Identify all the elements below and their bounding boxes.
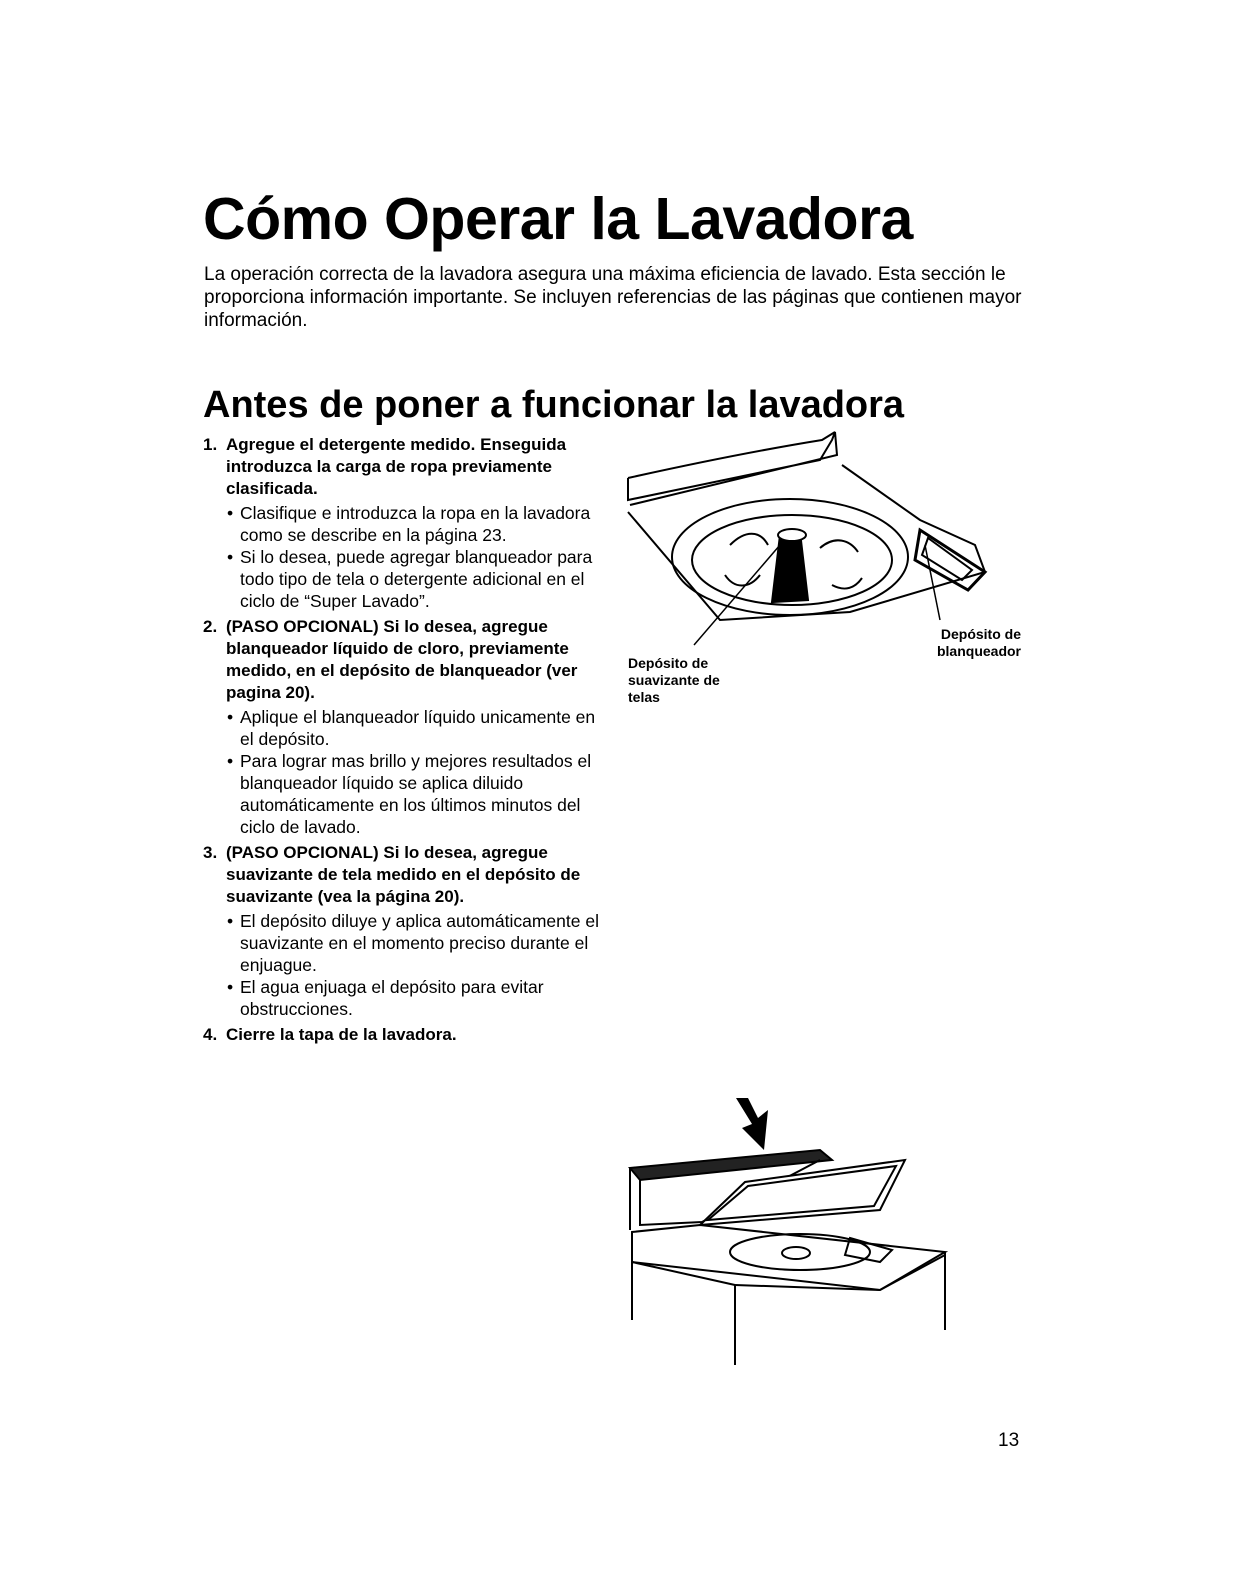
bullet-item: • El depósito diluye y aplica automáticamente el suavizante en el momento preciso durante el enjuague. xyxy=(226,910,603,976)
bullet-item: • Clasifique e introduzca la ropa en la lavadora como se describe en la página 23. xyxy=(226,502,603,546)
bullet-item: • Aplique el blanqueador líquido unicamente en el depósito. xyxy=(226,706,603,750)
step-number: 3. xyxy=(203,843,218,862)
softener-dispenser-label: Depósito de suavizante de telas xyxy=(628,655,720,705)
step-heading: (PASO OPCIONAL) Si lo desea, agregue blanqueador líquido de cloro, previamente medido, en el depósito de blanqueador (ver pagina 20). xyxy=(226,617,578,702)
step-heading: Cierre la tapa de la lavadora. xyxy=(226,1025,457,1044)
intro-paragraph: La operación correcta de la lavadora asegura una máxima eficiencia de lavado. Esta sección le proporciona información importante. Se incluyen referencias de las páginas que contienen mayor información. xyxy=(204,264,1022,331)
step-number: 1. xyxy=(203,435,218,454)
bleach-dispenser-label: Depósito de blanqueador xyxy=(936,626,1021,659)
bullet-item: • Si lo desea, puede agregar blanqueador para todo tipo de tela o detergente adicional en el ciclo de “Super Lavado”. xyxy=(226,546,603,612)
section-heading: Antes de poner a funcionar la lavadora xyxy=(203,384,905,426)
page-number: 13 xyxy=(998,1430,1020,1451)
bullet-item: • El agua enjuaga el depósito para evitar obstrucciones. xyxy=(226,976,603,1020)
page-title: Cómo Operar la Lavadora xyxy=(203,186,913,252)
bullet-item: • Para lograr mas brillo y mejores resultados el blanqueador líquido se aplica diluido automáticamente en los últimos minutos del ciclo de lavado. xyxy=(226,750,603,838)
step-heading: Agregue el detergente medido. Enseguida introduzca la carga de ropa previamente clasificada. xyxy=(226,435,567,498)
step-heading: (PASO OPCIONAL) Si lo desea, agregue suavizante de tela medido en el depósito de suavizante (vea la página 20). xyxy=(226,843,581,906)
step-number: 4. xyxy=(203,1025,218,1044)
step-number: 2. xyxy=(203,617,218,636)
